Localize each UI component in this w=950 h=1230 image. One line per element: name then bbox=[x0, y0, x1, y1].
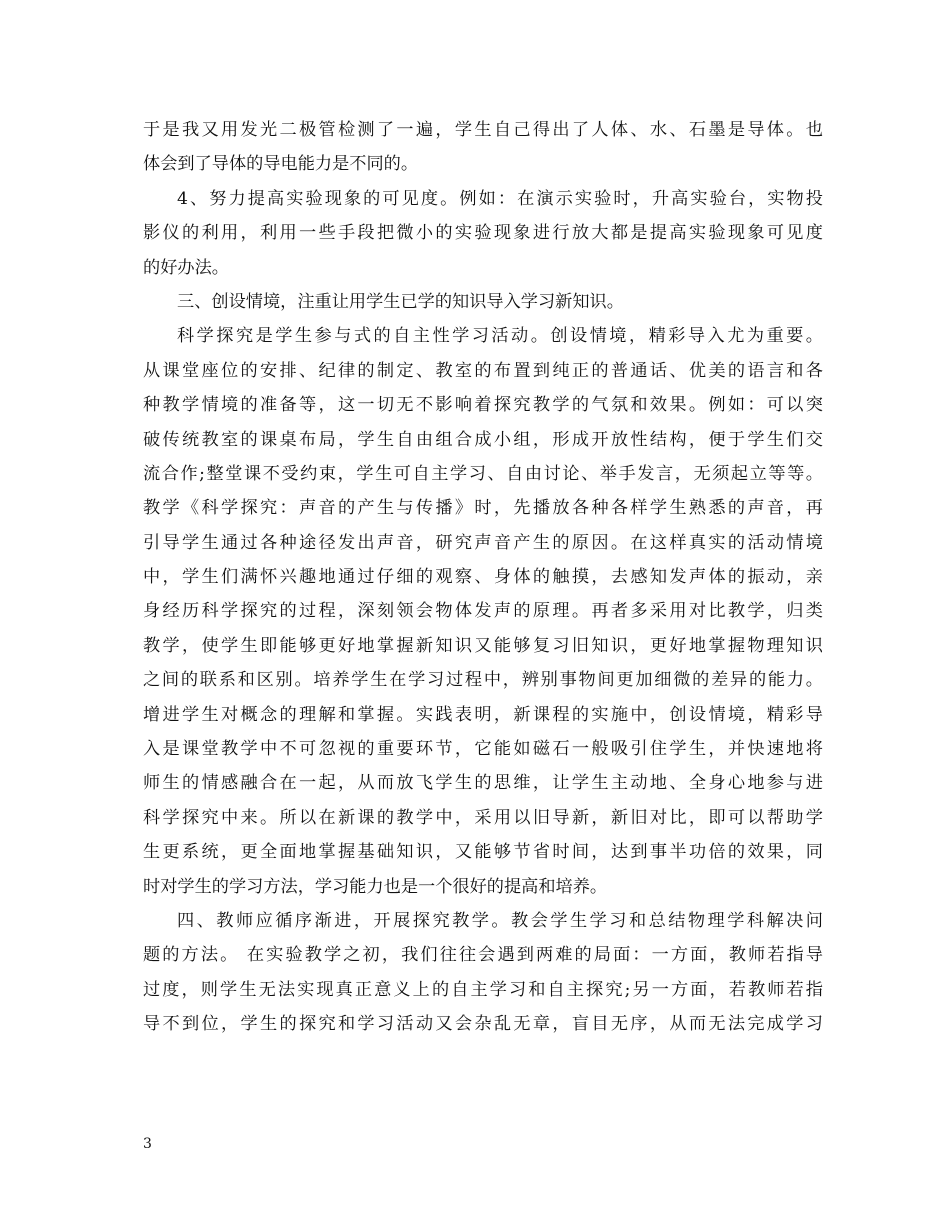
text-line: 科学探究中来。所以在新课的教学中，采用以旧导新，新旧对比，即可以帮助学 bbox=[143, 807, 823, 828]
paragraph bbox=[143, 285, 823, 319]
text-line: 入是课堂教学中不可忽视的重要环节，它能如磁石一般吸引住学生，并快速地将 bbox=[143, 739, 823, 760]
text-line: 种教学情境的准备等，这一切无不影响着探究教学的气氛和效果。例如：可以突 bbox=[143, 395, 823, 416]
paragraph bbox=[143, 182, 823, 285]
text-line: 从课堂座位的安排、纪律的制定、教室的布置到纯正的普通话、优美的语言和各 bbox=[143, 360, 823, 381]
text-line: 过度，则学生无法实现真正意义上的自主学习和自主探究;另一方面，若教师若指 bbox=[143, 979, 823, 1000]
text-line: 的好办法。 bbox=[143, 257, 229, 278]
text-line: 教学《科学探究：声音的产生与传播》时，先播放各种各样学生熟悉的声音，再 bbox=[143, 498, 823, 519]
text-line: 时对学生的学习方法，学习能力也是一个很好的提高和培养。 bbox=[143, 876, 608, 897]
text-line: 四、教师应循序渐进，开展探究教学。教会学生学习和总结物理学科解决问 bbox=[177, 910, 823, 931]
text-line: 师生的情感融合在一起，从而放飞学生的思维，让学生主动地、全身心地参与进 bbox=[143, 773, 823, 794]
paragraph bbox=[143, 904, 823, 1042]
text-line: 增进学生对概念的理解和掌握。实践表明，新课程的实施中，创设情境，精彩导 bbox=[143, 704, 823, 725]
text-line: 三、创设情境，注重让用学生已学的知识导入学习新知识。 bbox=[177, 291, 624, 312]
text-line: 流合作;整堂课不受约束，学生可自主学习、自由讨论、举手发言，无须起立等等。 bbox=[143, 463, 823, 484]
text-line: 科学探究是学生参与式的自主性学习活动。创设情境，精彩导入尤为重要。 bbox=[177, 326, 823, 347]
text-line: 影仪的利用，利用一些手段把微小的实验现象进行放大都是提高实验现象可见度 bbox=[143, 223, 823, 244]
text-line: 身经历科学探究的过程，深刻领会物体发声的原理。再者多采用对比教学，归类 bbox=[143, 601, 823, 622]
text-line: 4、努力提高实验现象的可见度。例如：在演示实验时，升高实验台，实物投 bbox=[177, 188, 823, 209]
text-line: 中，学生们满怀兴趣地通过仔细的观察、身体的触摸，去感知发声体的振动，亲 bbox=[143, 567, 823, 588]
text-line: 生更系统，更全面地掌握基础知识，又能够节省时间，达到事半功倍的效果，同 bbox=[143, 842, 823, 863]
body-text bbox=[143, 113, 823, 1042]
text-line: 教学，使学生即能够更好地掌握新知识又能够复习旧知识，更好地掌握物理知识 bbox=[143, 635, 823, 656]
text-line: 体会到了导体的导电能力是不同的。 bbox=[143, 154, 419, 175]
paragraph bbox=[143, 113, 823, 182]
paragraph bbox=[143, 319, 823, 904]
text-line: 导不到位，学生的探究和学习活动又会杂乱无章，盲目无序，从而无法完成学习 bbox=[143, 1014, 823, 1035]
text-line: 题的方法。 在实验教学之初，我们往往会遇到两难的局面：一方面，教师若指导 bbox=[143, 945, 823, 966]
text-line: 于是我又用发光二极管检测了一遍，学生自己得出了人体、水、石墨是导体。也 bbox=[143, 120, 823, 140]
text-line: 之间的联系和区别。培养学生在学习过程中，辨别事物间更加细微的差异的能力。 bbox=[143, 670, 823, 691]
page-number: 3 bbox=[143, 1136, 152, 1152]
text-line: 引导学生通过各种途径发出声音，研究声音产生的原因。在这样真实的活动情境 bbox=[143, 532, 823, 553]
text-line: 破传统教室的课桌布局，学生自由组合成小组，形成开放性结构，便于学生们交 bbox=[143, 429, 823, 450]
